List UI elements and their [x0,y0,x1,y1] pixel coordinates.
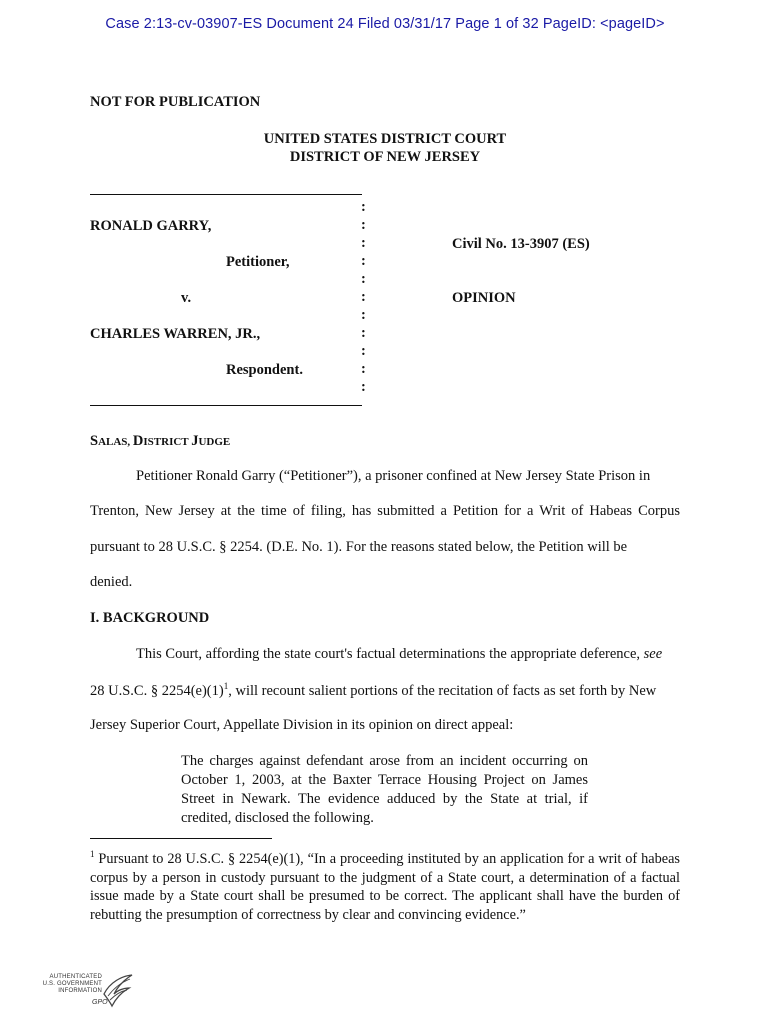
caption-colon: : [361,379,366,395]
gpo-seal [40,972,140,1018]
footnote-ref[interactable]: 1 [223,681,229,691]
gpo-seal-line: U.S. GOVERNMENT [42,981,102,987]
paragraph-line: denied. [90,574,133,590]
judge-d-rest: ISTRICT [143,436,192,448]
footnote-text: Pursuant to 28 U.S.C. § 2254(e)(1), “In a proceeding instituted by an application for a writ of habeas corpus by a person in custody pursuant to the judgment of a State court, a determination of a factual issue made by a State court shall be presumed to be correct. The applicant shall have the burden of rebutting the presumption of correctness by clear and convincing evidence.” [90,851,680,923]
court-name [0,130,770,166]
court-line-2: DISTRICT OF NEW JERSEY [289,149,481,165]
caption-colon: : [361,343,366,359]
caption-colon: : [361,271,366,287]
paragraph-line: pursuant to 28 U.S.C. § 2254. (D.E. No. 1). For the reasons stated below, the Petition will be [90,539,628,555]
eagle-icon [100,972,134,1012]
gpo-seal-text [40,974,102,995]
opinion-label: OPINION [452,290,516,306]
background-text: , will recount salient portions of the recitation of facts as set forth by New [228,683,657,699]
caption-colon: : [361,217,366,233]
paragraph-line [90,681,680,700]
court-line-1: UNITED STATES DISTRICT COURT [263,131,507,147]
caption-colon: : [361,325,366,341]
section-heading: I. BACKGROUND [90,610,210,626]
footnote-mark: 1 [90,849,95,859]
petitioner-name: RONALD GARRY, [90,218,212,234]
statute-cite: 28 U.S.C. § 2254(e)(1) [90,683,224,699]
caption-colon: : [361,361,366,377]
judge-line [90,432,230,450]
caption-top-rule [90,194,362,195]
versus: v. [181,290,192,306]
not-for-publication: NOT FOR PUBLICATION [90,94,261,110]
gpo-seal-line: INFORMATION [58,988,102,994]
gpo-seal-line: AUTHENTICATED [49,974,102,980]
caption-colon: : [361,289,366,305]
citation-signal: see [643,646,663,662]
judge-j-cap: J [191,433,199,449]
paragraph-line [136,646,680,663]
gpo-label: GPO [92,999,108,1006]
background-text: This Court, affording the state court's factual determinations the appropriate deference, [136,646,644,662]
respondent-name: CHARLES WARREN, JR., [90,326,261,342]
judge-s-rest: ALAS, [98,436,133,448]
caption-colon: : [361,199,366,215]
paragraph-line: Jersey Superior Court, Appellate Division in its opinion on direct appeal: [90,717,514,733]
respondent-role: Respondent. [226,362,303,378]
judge-j-rest: UDGE [198,436,231,448]
judge-d-cap: D [132,433,144,449]
footnote [90,845,680,924]
petitioner-role: Petitioner, [226,254,290,270]
paragraph-line: Trenton, New Jersey at the time of filing, has submitted a Petition for a Writ of Habeas Corpus [90,503,680,519]
caption-bottom-rule [90,405,362,406]
civil-number: Civil No. 13-3907 (ES) [452,236,590,252]
block-quote: The charges against defendant arose from an incident occurring on October 1, 2003, at the Baxter Terrace Housing Project on James Street in Newark. The evidence adduced by the State at trial, if credited, disclosed the following. [181,753,588,826]
caption-colon: : [361,235,366,251]
caption-colon: : [361,307,366,323]
judge-s-cap: S [90,433,99,449]
case-header: Case 2:13-cv-03907-ES Document 24 Filed 03/31/17 Page 1 of 32 PageID: <pageID> [105,16,665,32]
paragraph-line: Petitioner Ronald Garry (“Petitioner”), a prisoner confined at New Jersey State Prison in [136,468,651,484]
footnote-rule [90,838,272,839]
caption-colon: : [361,253,366,269]
